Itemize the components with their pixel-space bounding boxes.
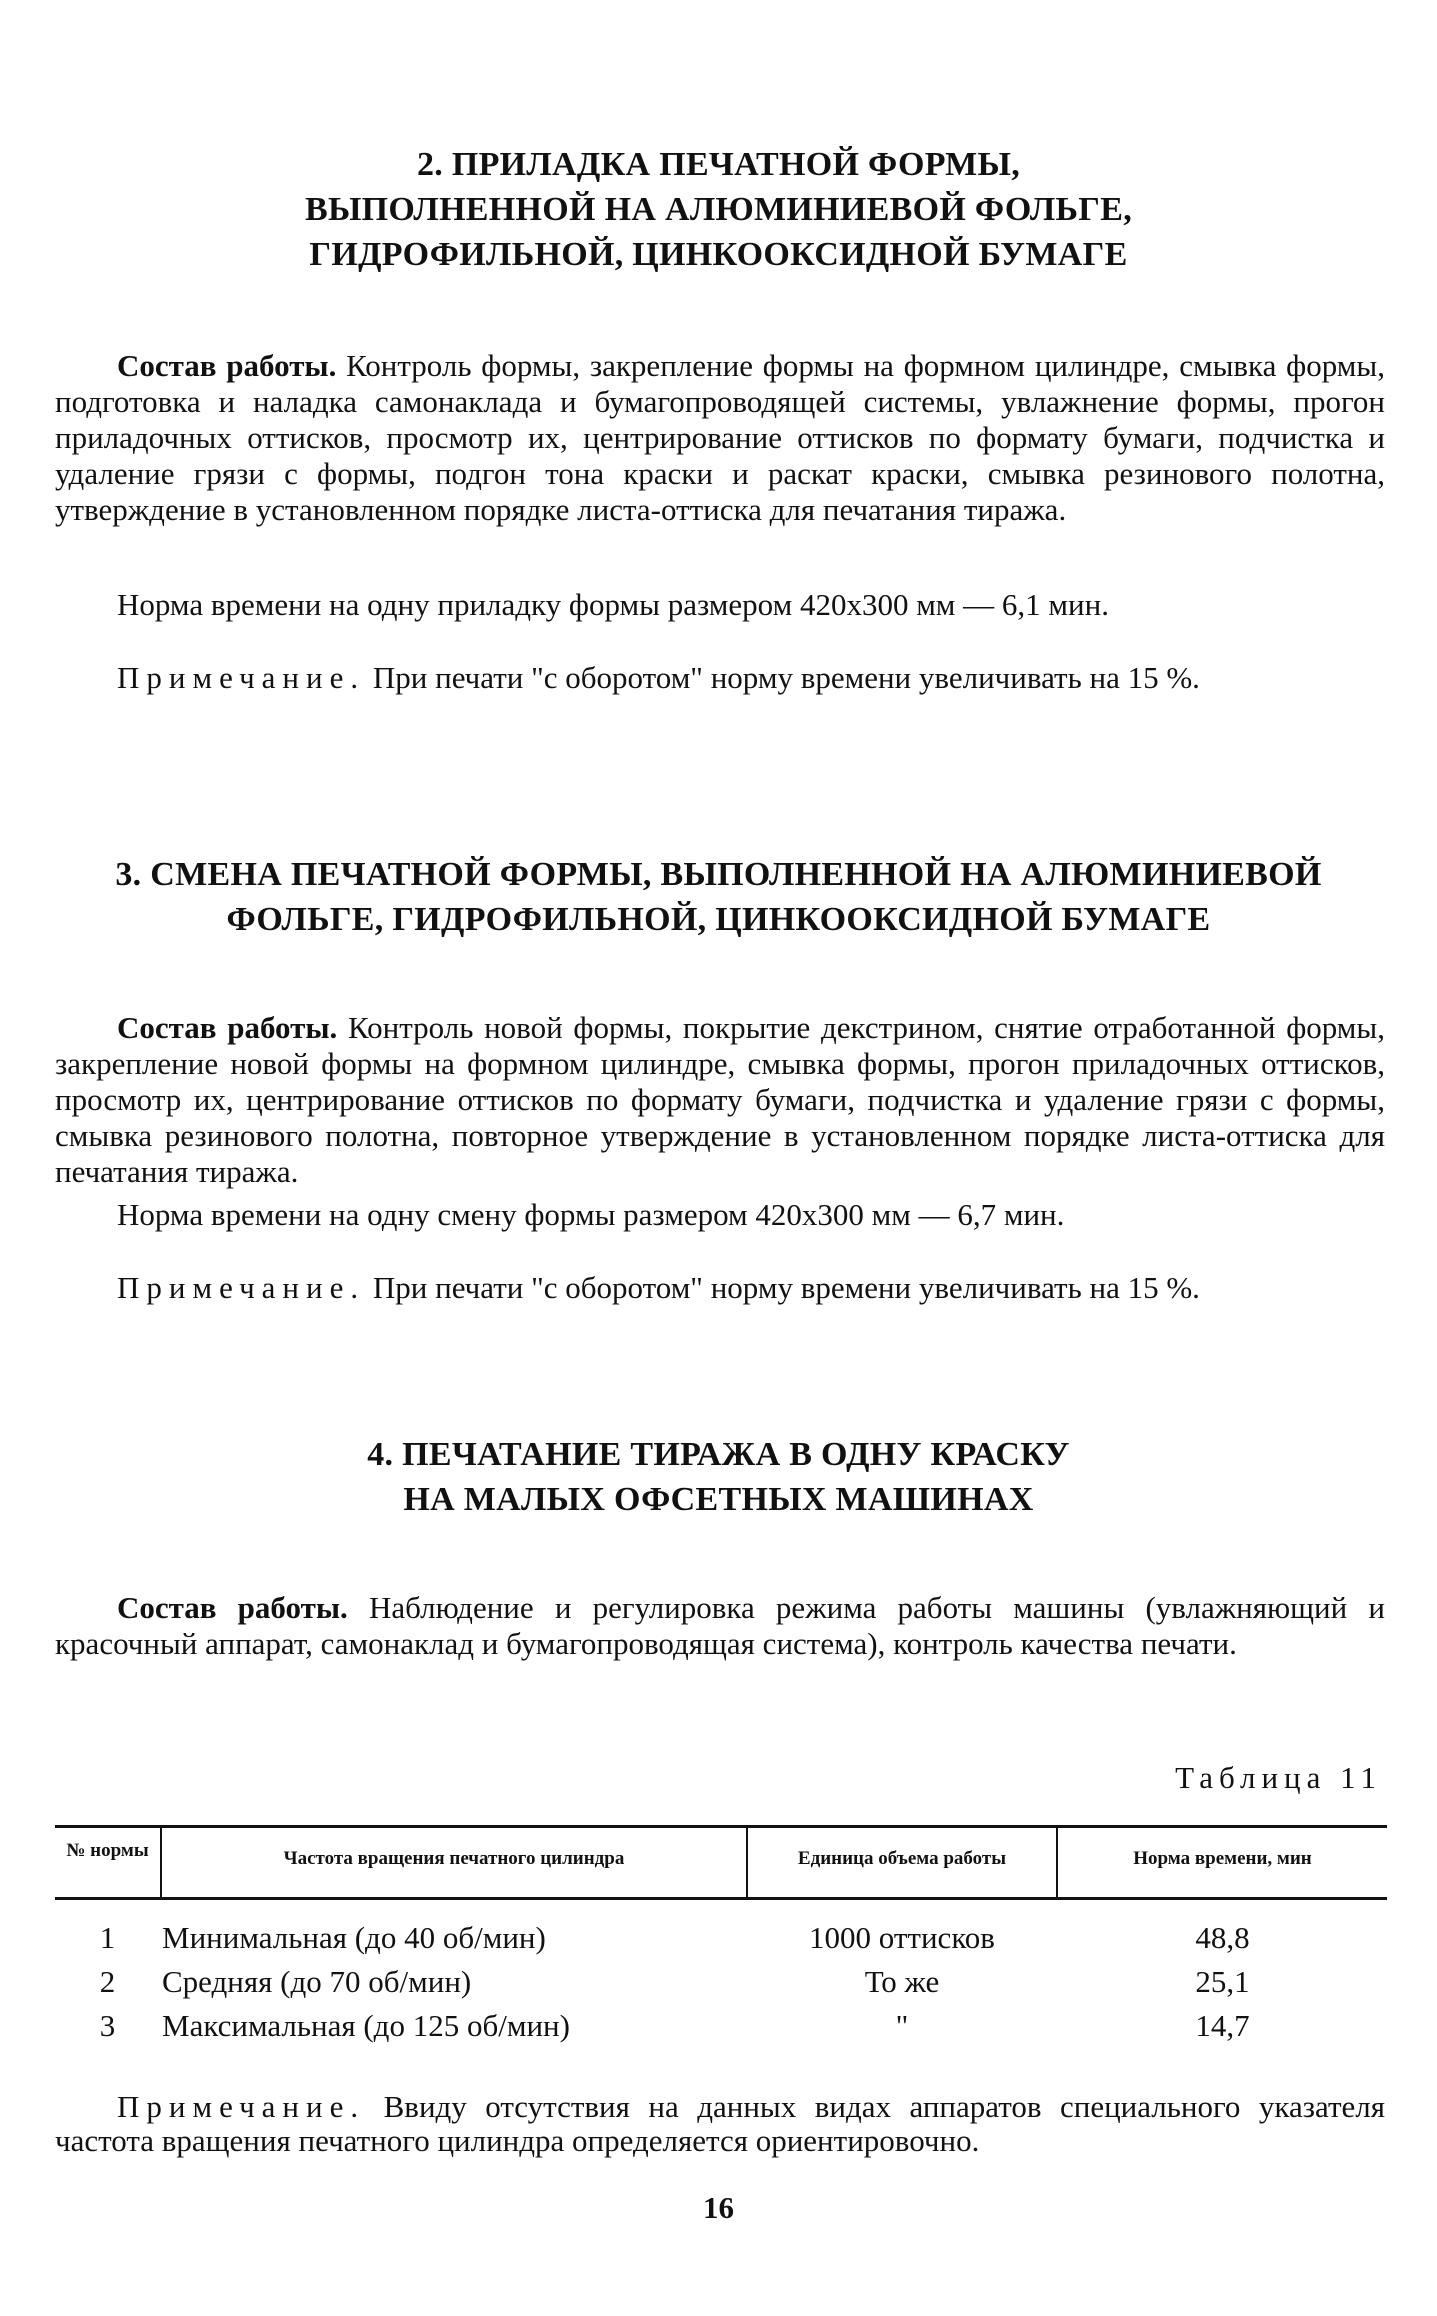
section2-norm: Норма времени на одну приладку формы размером 420х300 мм — 6,1 мин. <box>117 587 1109 622</box>
row-unit: 1000 оттисков <box>809 1920 995 1955</box>
row-freq: Максимальная (до 125 об/мин) <box>162 2008 570 2043</box>
section4-title <box>0 1432 1437 1522</box>
section4-note <box>55 2090 1385 2158</box>
section2-work-paragraph <box>55 348 1385 528</box>
section2-work-text: Контроль формы, закрепление формы на формном цилиндре, смывка формы, подготовка и наладка самонаклада и бумагопроводящей системы, увлажнение формы, прогон приладочных оттисков, просмотр их, центрирование оттисков по формату бумаги, подчистка и удаление грязи с формы, подгон тона краски и раскат краски, смывка резинового полотна, утверждение в установленном порядке листа-оттиска для печатания тиража. <box>55 348 1385 527</box>
section3-norm: Норма времени на одну смену формы размером 420х300 мм — 6,7 мин. <box>117 1197 1065 1232</box>
table-top-rule <box>55 1825 1387 1828</box>
section4-work-paragraph <box>55 1590 1385 1662</box>
section3-title-line: ФОЛЬГЕ, ГИДРОФИЛЬНОЙ, ЦИНКООКСИДНОЙ БУМАГЕ <box>226 901 1211 938</box>
row-freq: Минимальная (до 40 об/мин) <box>162 1920 546 1955</box>
section2-note-label: Примечание. <box>117 660 366 695</box>
section3-note <box>117 1270 1387 1306</box>
section2-title-line: ГИДРОФИЛЬНОЙ, ЦИНКООКСИДНОЙ БУМАГЕ <box>309 236 1128 273</box>
row-unit: То же <box>864 1964 940 1999</box>
row-freq: Средняя (до 70 об/мин) <box>162 1964 472 1999</box>
section2-title <box>0 142 1437 277</box>
table-header-freq: Частота вращения печатного цилиндра <box>283 1848 625 1869</box>
section4-title-line: НА МАЛЫХ ОФСЕТНЫХ МАШИНАХ <box>403 1481 1034 1518</box>
row-num: 2 <box>99 1964 116 1999</box>
section3-note-text: При печати "с оборотом" норму времени увеличивать на 15 %. <box>372 1270 1200 1305</box>
table-header-num: № нормы <box>66 1840 149 1861</box>
section2-work-label: Состав работы. <box>117 348 337 383</box>
section3-title <box>0 852 1437 942</box>
section4-note-label: Примечание. <box>117 2089 366 2124</box>
section3-work-paragraph <box>55 1010 1385 1190</box>
section2-title-line: ВЫПОЛНЕННОЙ НА АЛЮМИНИЕВОЙ ФОЛЬГЕ, <box>304 191 1133 228</box>
table-header-unit: Единица объема работы <box>797 1848 1007 1869</box>
section3-work-text: Контроль новой формы, покрытие декстрином, снятие отработанной формы, закрепление новой формы на формном цилиндре, смывка формы, прогон приладочных оттисков, просмотр их, центрирование оттисков по формату бумаги, подчистка и удаление грязи с формы, смывка резинового полотна, повторное утверждение в установленном порядке листа-оттиска для печатания тиража. <box>55 1010 1386 1189</box>
section4-note-text: Ввиду отсутствия на данных видах аппаратов специального указателя частота вращения печатного цилиндра определяется ориентировочно. <box>55 2089 1386 2158</box>
page-number: 16 <box>703 2190 734 2225</box>
row-time: 14,7 <box>1195 2008 1250 2043</box>
section2-note-text: При печати "с оборотом" норму времени увеличивать на 15 %. <box>372 660 1200 695</box>
row-time: 48,8 <box>1195 1920 1250 1955</box>
row-num: 3 <box>99 2008 116 2043</box>
row-num: 1 <box>99 1920 116 1955</box>
row-unit: " <box>895 2008 909 2043</box>
section4-title-line: 4. ПЕЧАТАНИЕ ТИРАЖА В ОДНУ КРАСКУ <box>367 1436 1070 1473</box>
section3-title-line: 3. СМЕНА ПЕЧАТНОЙ ФОРМЫ, ВЫПОЛНЕННОЙ НА АЛЮМИНИЕВОЙ <box>115 856 1322 893</box>
section4-work-text: Наблюдение и регулировка режима работы машины (увлажняющий и красочный аппарат, самонаклад и бумагопроводящая система), контроль качества печати. <box>55 1590 1385 1661</box>
table-caption: Таблица 11 <box>1175 1760 1382 1795</box>
row-time: 25,1 <box>1195 1964 1250 1999</box>
table-header-rule <box>55 1897 1387 1900</box>
section2-title-line: 2. ПРИЛАДКА ПЕЧАТНОЙ ФОРМЫ, <box>416 146 1021 183</box>
section3-note-label: Примечание. <box>117 1270 366 1305</box>
section4-work-label: Состав работы. <box>117 1590 348 1625</box>
section2-note <box>117 660 1387 696</box>
table-header-time: Норма времени, мин <box>1133 1848 1312 1869</box>
section3-work-label: Состав работы. <box>117 1010 338 1045</box>
